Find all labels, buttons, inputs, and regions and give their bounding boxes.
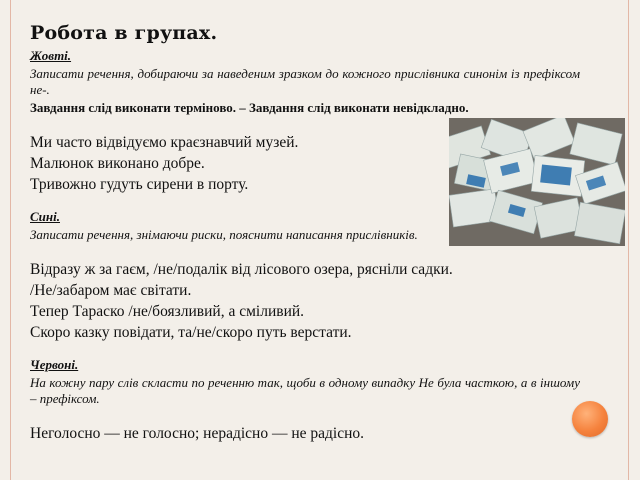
sentence: Відразу ж за гаєм, /не/подалік від лісового озера, рясніли садки. bbox=[30, 261, 453, 278]
sentence: Тепер Тараско /не/боязливий, а сміливий. bbox=[30, 303, 305, 320]
sentence: /Не/забаром має світати. bbox=[30, 282, 192, 299]
group-instruction: Записати речення, знімаючи риски, пояснити написання прислівників. bbox=[30, 227, 418, 242]
group-instruction: На кожну пару слів скласти по реченню так, щоби в одному випадку Не була часткою, а в іншому – префіксом. bbox=[30, 375, 580, 406]
group-example: Завдання слід виконати терміново. – Завдання слід виконати невідкладно. bbox=[30, 100, 469, 115]
sentence: Скоро казку повідати, та/не/скоро путь верстати. bbox=[30, 324, 352, 341]
group-red bbox=[30, 357, 580, 444]
group-heading: Сині. bbox=[30, 209, 60, 224]
orange-circle-decoration bbox=[572, 401, 608, 437]
group-heading: Жовті. bbox=[30, 48, 72, 63]
sentence: Тривожно гудуть сирени в порту. bbox=[30, 176, 249, 193]
sentence: Малюнок виконано добре. bbox=[30, 155, 205, 172]
group-instruction: Записати речення, добираючи за наведеним зразком до кожного прислівника синонім із префіксом не-. bbox=[30, 66, 580, 97]
left-border-line bbox=[10, 0, 11, 480]
right-border-line bbox=[628, 0, 629, 480]
sentence: Ми часто відвідуємо краєзнавчий музей. bbox=[30, 134, 299, 151]
slide-title: Робота в групах. bbox=[30, 22, 218, 44]
tickets-photo bbox=[449, 118, 625, 246]
group-heading: Червоні. bbox=[30, 357, 79, 372]
sentence: Неголосно — не голосно; нерадісно — не радісно. bbox=[30, 425, 365, 442]
